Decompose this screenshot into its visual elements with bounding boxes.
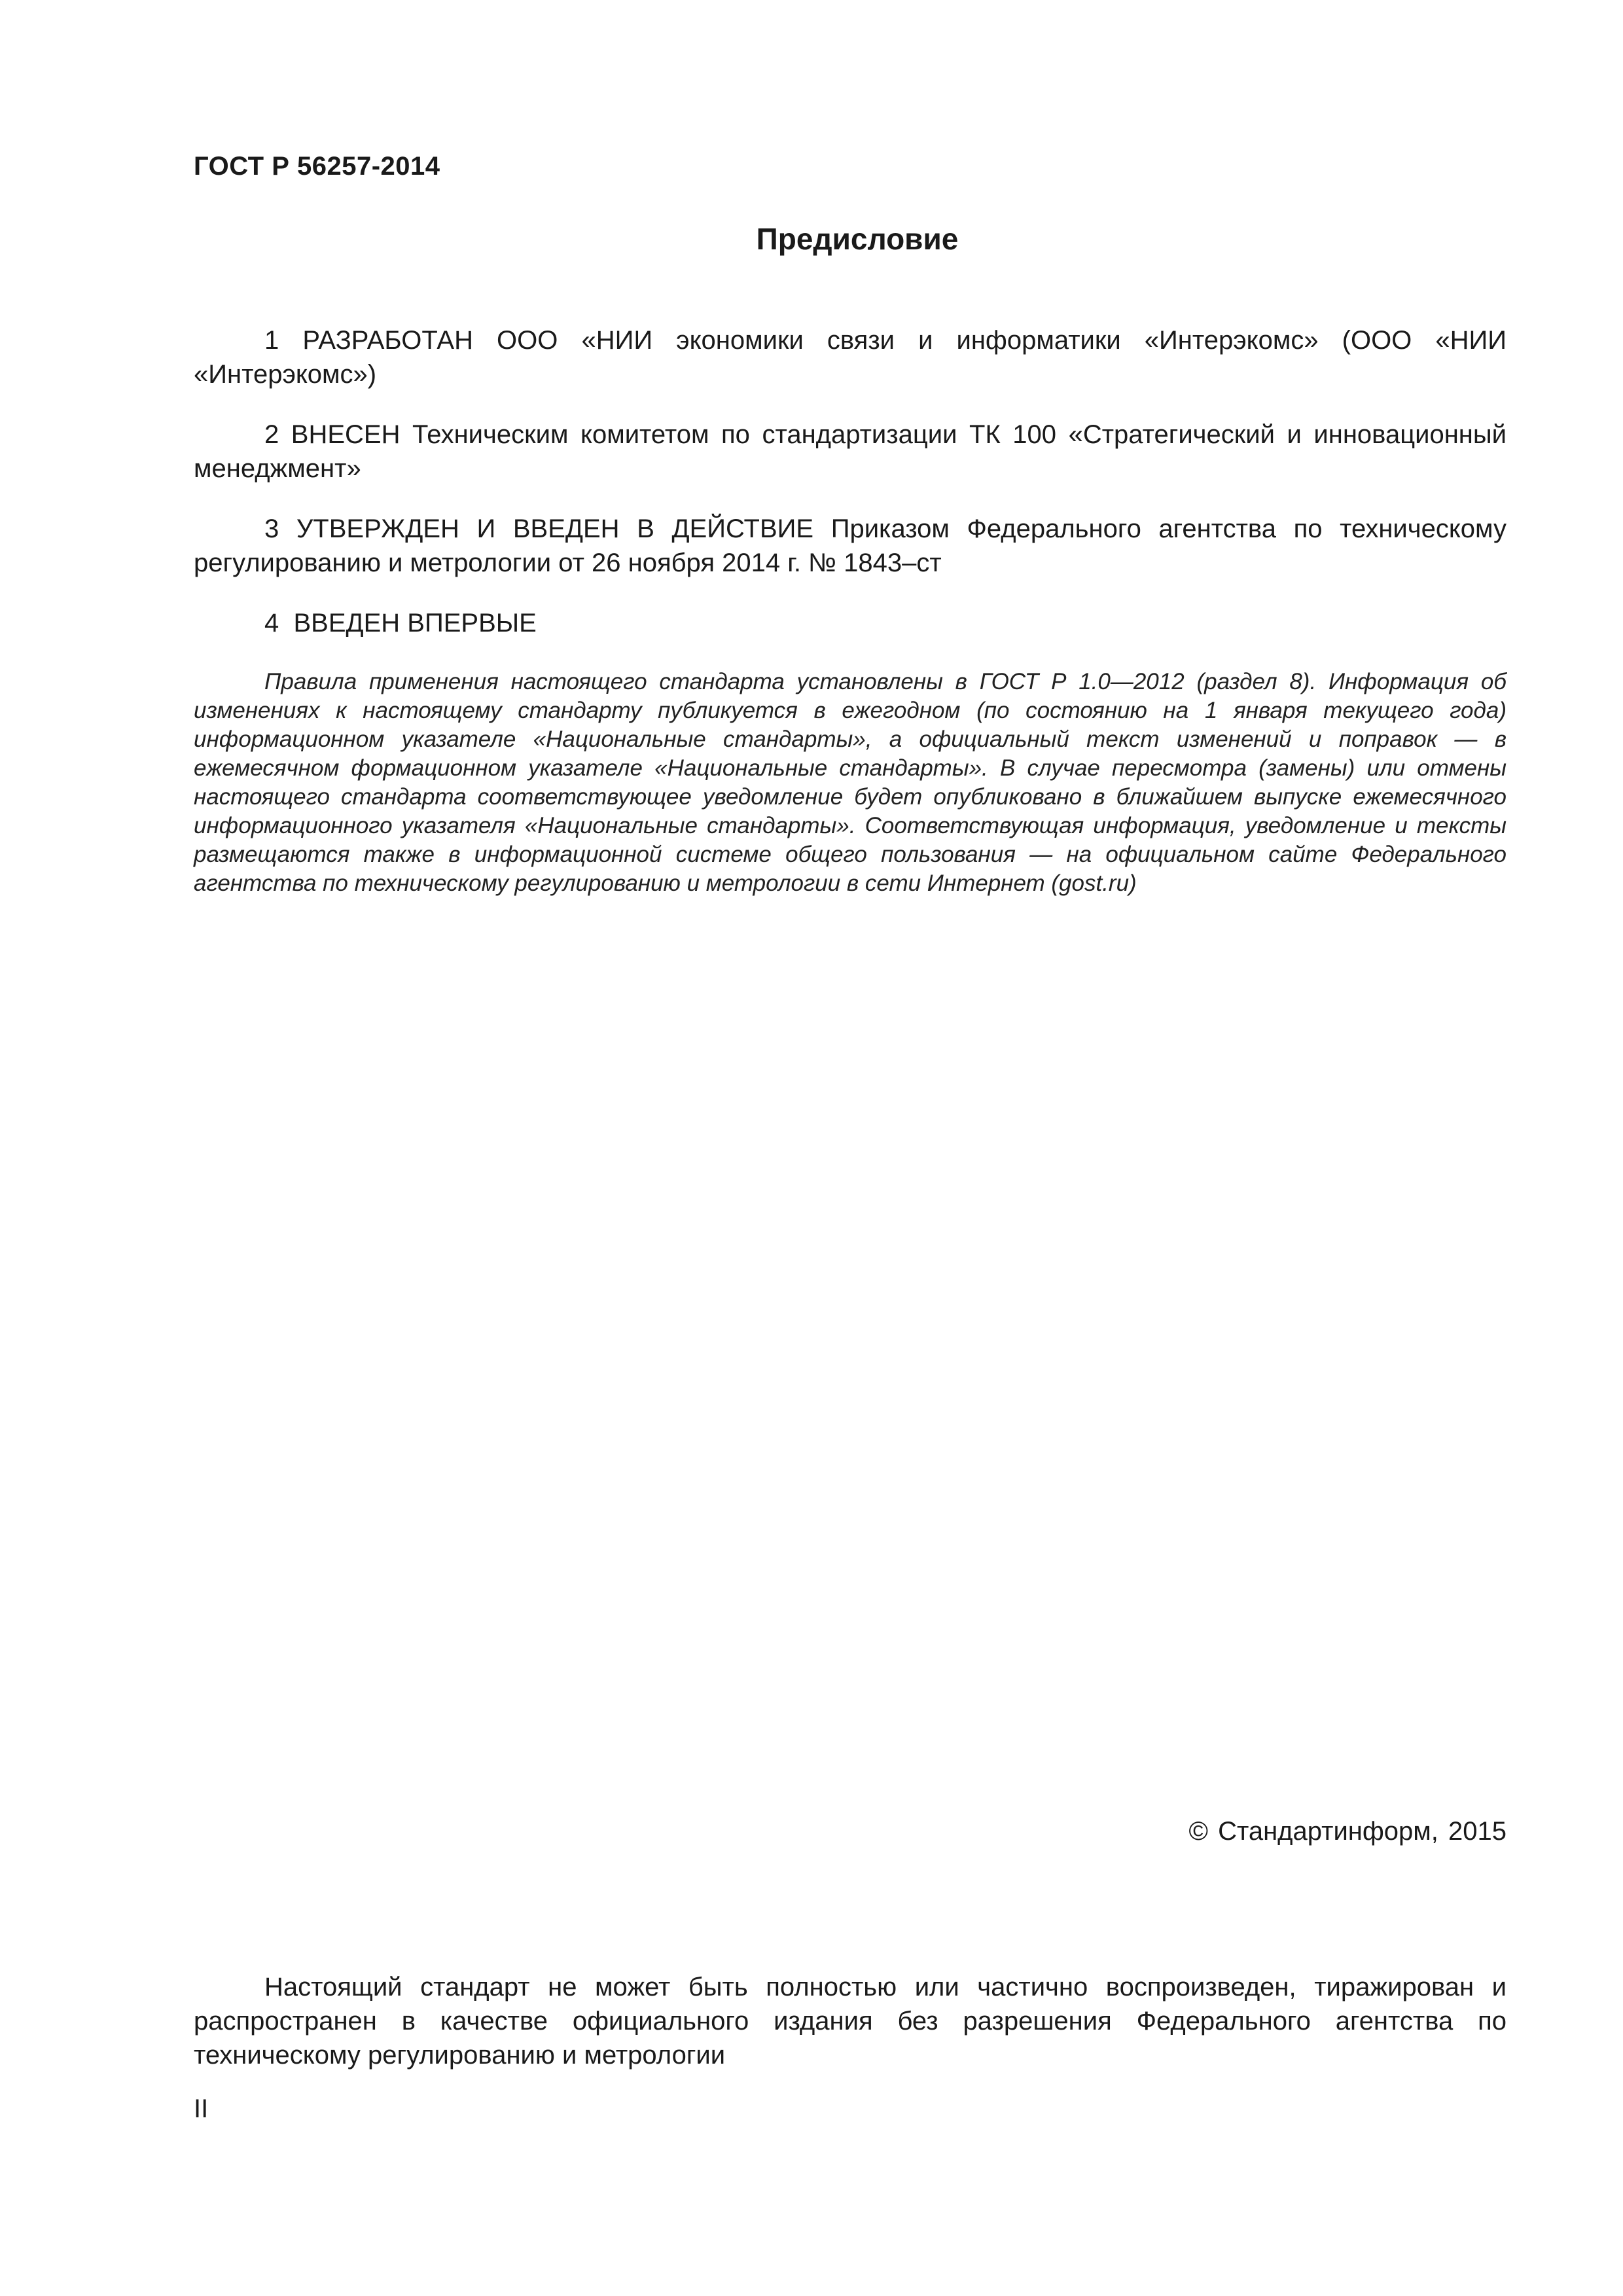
- item-text: УТВЕРЖДЕН И ВВЕДЕН В ДЕЙСТВИЕ Приказом Федерального агентства по техническому регулированию и метрологии от 26 ноября 2014 г. № 1843–ст: [194, 514, 1507, 577]
- item-number-text: 3: [264, 514, 279, 543]
- item-text: РАЗРАБОТАН ООО «НИИ экономики связи и информатики «Интерэкомс» (ООО «НИИ «Интерэкомс»): [194, 326, 1507, 389]
- copyright-line: © Стандартинформ, 2015: [1188, 1817, 1507, 1846]
- item-text: ВНЕСЕН Техническим комитетом по стандартизации ТК 100 «Стратегический и инновационный менеджмент»: [194, 420, 1507, 483]
- page-number: II: [194, 2094, 209, 2123]
- section-title: Предисловие: [756, 222, 959, 256]
- application-rules-note: Правила применения настоящего стандарта установлены в ГОСТ Р 1.0—2012 (раздел 8). Информация об изменениях к настоящему стандарту публикуется в ежегодном (по состоянию на 1 января текущего года) информационном указателе «Национальные стандарты», а официальный текст изменений и поправок — в ежемесячном формационном указателе «Национальные стандарты». В случае пересмотра (замены) или отмены настоящего стандарта соответствующее уведомление будет опубликовано в ближайшем выпуске ежемесячного информационного указателя «Национальные стандарты». Соответствующая информация, уведомление и тексты размещаются также в информационной системе общего пользования — на официальном сайте Федерального агентства по техническому регулированию и метрологии в сети Интернет (gost.ru): [194, 669, 1507, 896]
- foreword-item-1: [194, 323, 1507, 391]
- foreword-item-2: [194, 418, 1507, 486]
- reproduction-notice: Настоящий стандарт не может быть полностью или частично воспроизведен, тиражирован и распространен в качестве официального издания без разрешения Федерального агентства по техническому регулированию и метрологии: [194, 1973, 1507, 2070]
- item-text: ВВЕДЕН ВПЕРВЫЕ: [293, 609, 537, 637]
- document-code: ГОСТ Р 56257-2014: [194, 152, 440, 181]
- item-number-text: 1: [264, 326, 279, 355]
- item-number-text: 4: [264, 609, 279, 637]
- foreword-item-4: [194, 606, 1507, 640]
- item-number-text: 2: [264, 420, 279, 449]
- foreword-item-3: [194, 512, 1507, 580]
